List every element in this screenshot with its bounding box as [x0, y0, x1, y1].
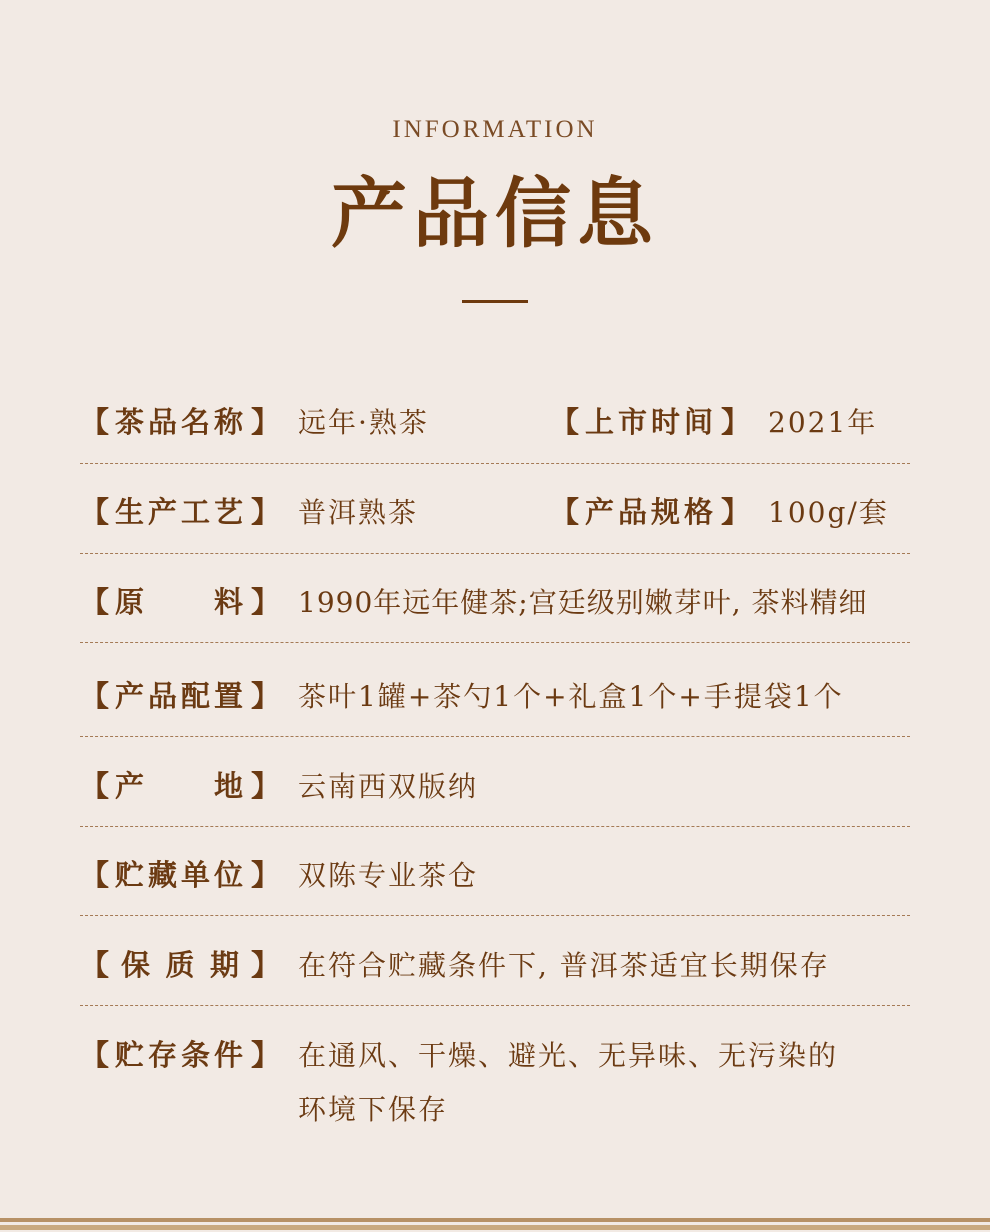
value-storage-unit: 双陈专业茶仓: [298, 859, 479, 892]
label-shelf-life: 【 保 质 期 】: [80, 948, 280, 982]
value-material: 1990年远年健茶;宫廷级别嫩芽叶, 茶料精细: [298, 586, 868, 619]
value-process: 普洱熟茶: [298, 496, 419, 529]
value-release-time: 2021年: [768, 406, 878, 439]
value-origin: 云南西双版纳: [298, 770, 479, 803]
label-process: 【 生 产 工 艺 】: [80, 495, 280, 529]
row-divider: [80, 463, 910, 464]
value-package: 茶叶1罐+茶勺1个+礼盒1个+手提袋1个: [298, 680, 844, 713]
row-divider: [80, 915, 910, 916]
row-divider: [80, 826, 910, 827]
label-storage-conditions: 【 贮 存 条 件 】: [80, 1038, 280, 1072]
section-subtitle: INFORMATION: [392, 116, 598, 143]
row-divider: [80, 553, 910, 554]
label-origin: 【 产 地 】: [80, 769, 280, 803]
title-underline: [462, 300, 528, 303]
label-release-time: 【 上 市 时 间 】: [550, 405, 750, 439]
value-shelf-life: 在符合贮藏条件下, 普洱茶适宜长期保存: [298, 949, 830, 982]
bottom-decorative-border: [0, 1218, 990, 1232]
value-tea-name: 远年·熟茶: [298, 406, 429, 439]
label-storage-unit: 【 贮 藏 单 位 】: [80, 858, 280, 892]
row-divider: [80, 642, 910, 643]
section-title: 产品信息: [331, 169, 659, 258]
row-divider: [80, 1005, 910, 1006]
value-storage-conditions-line2: 环境下保存: [298, 1093, 449, 1126]
label-tea-name: 【 茶 品 名 称 】: [80, 405, 280, 439]
value-storage-conditions: 在通风、干燥、避光、无异味、无污染的: [298, 1039, 839, 1072]
label-spec: 【 产 品 规 格 】: [550, 495, 750, 529]
label-package: 【 产 品 配 置 】: [80, 679, 280, 713]
row-divider: [80, 736, 910, 737]
value-spec: 100g/套: [768, 496, 889, 529]
label-material: 【 原 料 】: [80, 585, 280, 619]
